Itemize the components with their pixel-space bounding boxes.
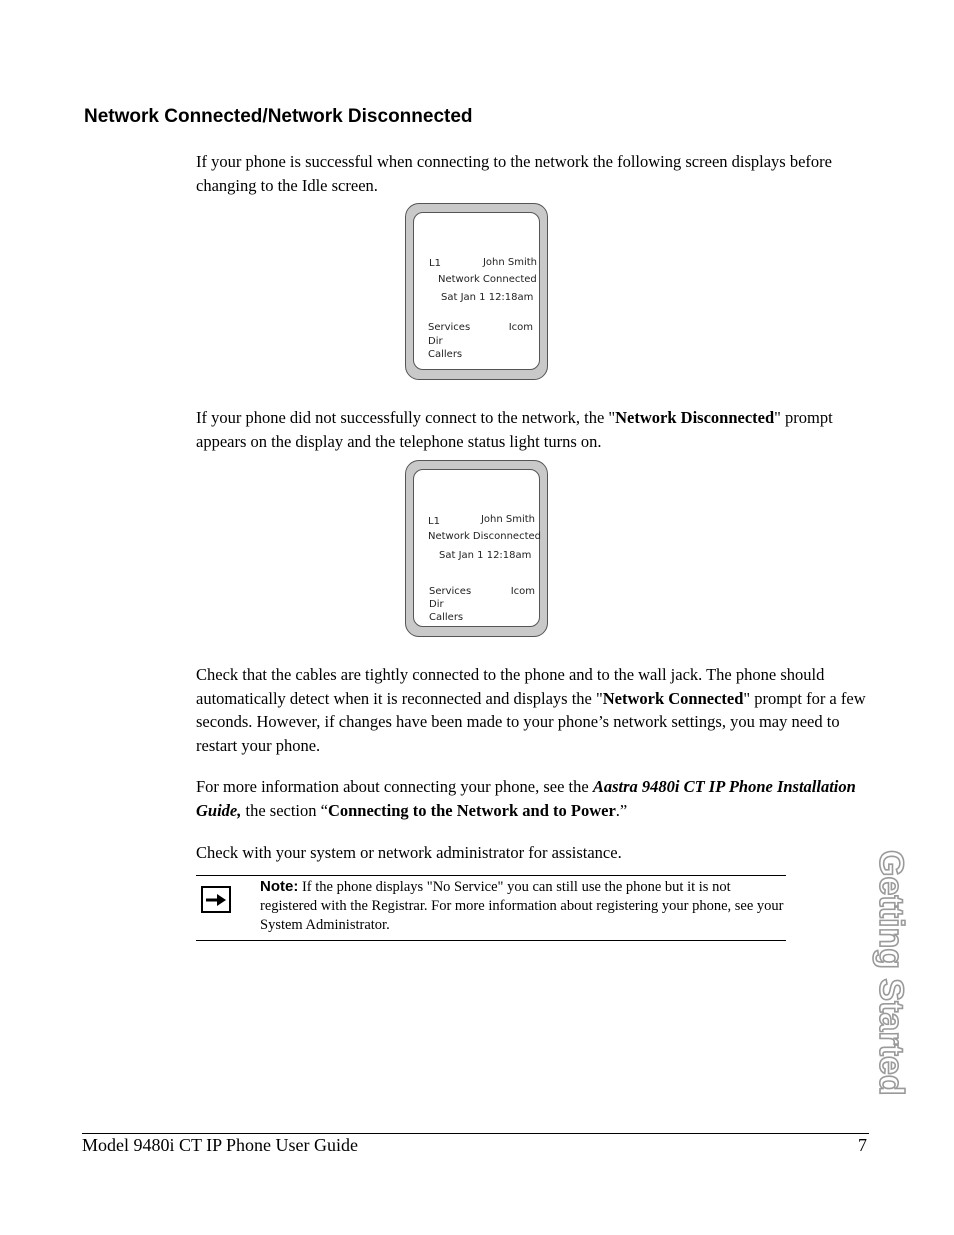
footer-rule	[82, 1133, 869, 1134]
note-box	[196, 875, 786, 941]
date-time: Sat Jan 1 12:18am	[441, 292, 534, 303]
user-name: John Smith	[482, 257, 537, 268]
user-name: John Smith	[480, 514, 535, 525]
section-heading: Network Connected/Network Disconnected	[84, 106, 473, 127]
bold-term: Network Connected	[602, 688, 744, 708]
intro-paragraph: If your phone is successful when connecting to the network the following screen displays before changing to the Idle screen.	[196, 152, 832, 195]
softkey-services: Services	[429, 586, 472, 597]
note-label: Note:	[260, 878, 299, 895]
softkey-dir: Dir	[428, 336, 443, 347]
note-text: Note: If the phone displays "No Service" you can still use the phone but it is not registered with the Registrar. For more information about registering your phone, see your System Administrator.	[260, 878, 784, 933]
line-label: L1	[428, 516, 440, 527]
assistance-paragraph: Check with your system or network administrator for assistance.	[196, 843, 622, 862]
right-arrow-icon	[201, 886, 231, 913]
reference-paragraph: For more information about connecting your phone, see the Aastra 9480i CT IP Phone Installation Guide, the section “Connecting to the Network and to Power.”	[196, 777, 856, 820]
page-number: 7	[858, 1135, 867, 1155]
cables-paragraph: Check that the cables are tightly connected to the phone and to the wall jack. The phone should automatically detect when it is reconnected and displays the "Network Connected" prompt for a few seconds. However, if changes have been made to your phone’s network settings, you may need to restart your phone.	[196, 665, 866, 755]
date-time: Sat Jan 1 12:18am	[439, 550, 532, 561]
phone-screen	[413, 212, 540, 370]
phone-screen	[413, 469, 540, 627]
phone-display-connected	[405, 203, 548, 380]
chapter-side-tab	[856, 830, 926, 1130]
footer-title: Model 9480i CT IP Phone User Guide	[82, 1135, 358, 1155]
line-label: L1	[429, 258, 441, 269]
softkey-services: Services	[428, 322, 471, 333]
disconnected-paragraph: If your phone did not successfully connect to the network, the "Network Disconnected" prompt appears on the display and the telephone status light turns on.	[196, 408, 833, 451]
section-reference: Connecting to the Network and to Power	[327, 800, 616, 820]
softkey-icom: Icom	[508, 322, 533, 333]
bold-term: Network Disconnected	[615, 408, 775, 427]
chapter-title: Getting Started	[872, 850, 910, 1096]
softkey-dir: Dir	[429, 599, 444, 610]
status-text: Network Disconnected	[428, 531, 541, 542]
guide-title: Aastra 9480i CT IP Phone Installation Guide,	[196, 777, 856, 820]
softkey-callers: Callers	[429, 612, 464, 623]
softkey-callers: Callers	[428, 349, 463, 360]
softkey-icom: Icom	[510, 586, 535, 597]
phone-display-disconnected	[405, 460, 548, 637]
status-text: Network Connected	[438, 274, 537, 285]
